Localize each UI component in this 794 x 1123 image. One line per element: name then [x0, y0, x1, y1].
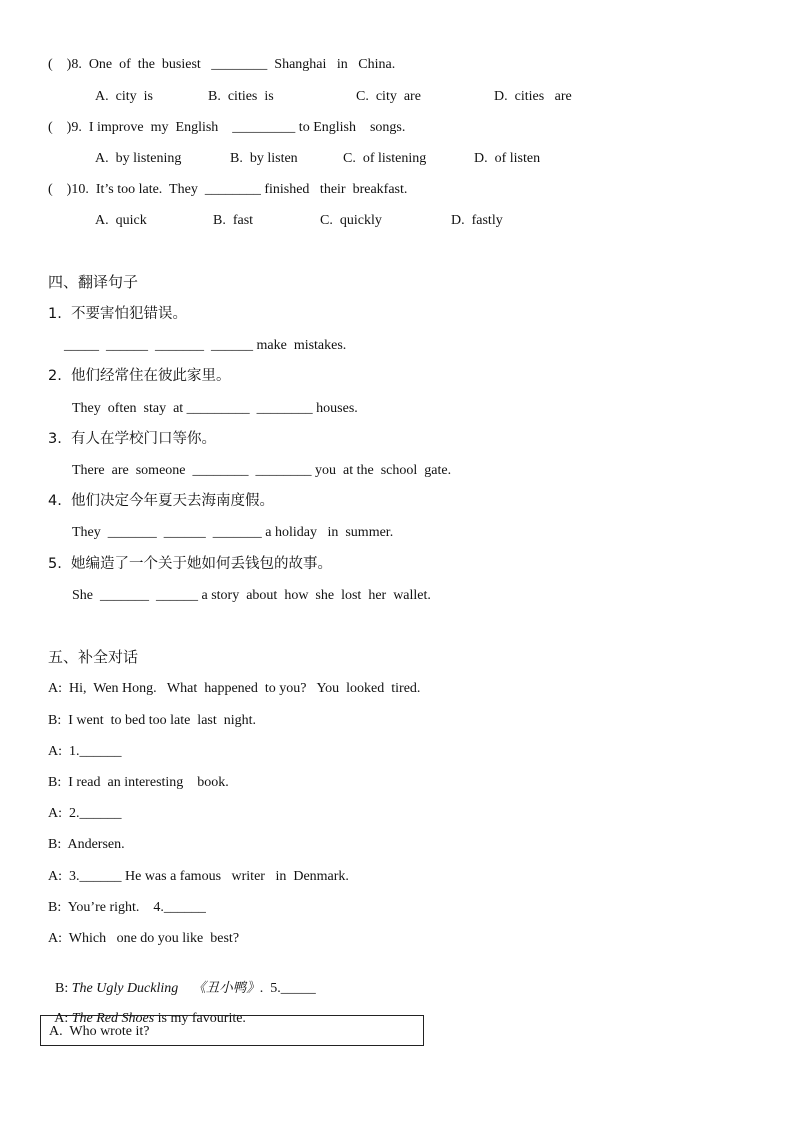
question-8-option-c: C. city are — [356, 89, 421, 104]
question-9-option-d: D. of listen — [474, 151, 541, 166]
question-9-option-c: C. of listening — [343, 151, 427, 166]
translate-section-title: 四、翻译句子 — [48, 273, 139, 291]
question-10-option-d: D. fastly — [451, 213, 503, 228]
translate-item-3-chinese: 3. 有人在学校门口等你。 — [48, 431, 217, 447]
answer-options-box — [40, 1015, 424, 1046]
dialogue-speaker-b: B: — [55, 981, 72, 996]
dialogue-line-6: B: Andersen. — [48, 837, 125, 852]
question-10-option-b: B. fast — [213, 213, 254, 228]
question-8-option-a: A. city is — [95, 89, 153, 104]
blank-5: . 5._____ — [259, 981, 316, 996]
dialogue-line-8: B: You’re right. 4.______ — [48, 900, 206, 915]
translate-item-1-chinese: 1. 不要害怕犯错误。 — [48, 306, 188, 322]
question-10-option-c: C. quickly — [320, 213, 382, 228]
dialogue-section-title: 五、补全对话 — [48, 648, 139, 666]
translate-item-5-english: She _______ ______ a story about how she lost her wallet. — [72, 588, 431, 603]
question-8-option-b: B. cities is — [208, 89, 274, 104]
book-title-ugly-duckling: The Ugly Duckling — [71, 981, 179, 996]
book-title-chinese: 《丑小鸭》 — [192, 980, 260, 996]
question-10-stem: ( )10. It’s too late. They ________ finished their breakfast. — [48, 182, 408, 197]
question-8-stem: ( )8. One of the busiest ________ Shanghai in China. — [48, 57, 396, 72]
translate-item-5-chinese: 5. 她编造了一个关于她如何丢钱包的故事。 — [48, 556, 333, 572]
dialogue-line-4: B: I read an interesting book. — [48, 775, 229, 790]
dialogue-line-9: A: Which one do you like best? — [48, 931, 240, 946]
question-9-option-a: A. by listening — [95, 151, 182, 166]
question-9-option-b: B. by listen — [230, 151, 298, 166]
dialogue-line-2: B: I went to bed too late last night. — [48, 713, 257, 728]
translate-item-4-chinese: 4. 他们决定今年夏天去海南度假。 — [48, 493, 275, 509]
dialogue-line-7: A: 3.______ He was a famous writer in Denmark. — [48, 869, 349, 884]
translate-item-3-english: There are someone ________ ________ you at the school gate. — [72, 463, 452, 478]
dialogue-line-3: A: 1.______ — [48, 744, 122, 759]
translate-item-2-english: They often stay at _________ ________ houses. — [72, 401, 358, 416]
dialogue-line-5: A: 2.______ — [48, 806, 122, 821]
translate-item-2-chinese: 2. 他们经常住在彼此家里。 — [48, 368, 231, 384]
book-title-red-shoes: The Red Shoes — [71, 1011, 155, 1026]
translate-item-4-english: They _______ ______ _______ a holiday in summer. — [72, 525, 394, 540]
question-10-option-a: A. quick — [95, 213, 147, 228]
dialogue-line-1: A: Hi, Wen Hong. What happened to you? You looked tired. — [48, 681, 421, 696]
question-8-option-d: D. cities are — [494, 89, 572, 104]
answer-option-a: A. Who wrote it? — [49, 1024, 150, 1039]
dialogue-speaker-a: A: — [54, 1011, 72, 1026]
dialogue-line-11-rest: is my favourite. — [154, 1011, 246, 1026]
question-9-stem: ( )9. I improve my English _________ to English songs. — [48, 120, 406, 135]
translate-item-1-english: _____ ______ _______ ______ make mistakes. — [64, 338, 347, 353]
